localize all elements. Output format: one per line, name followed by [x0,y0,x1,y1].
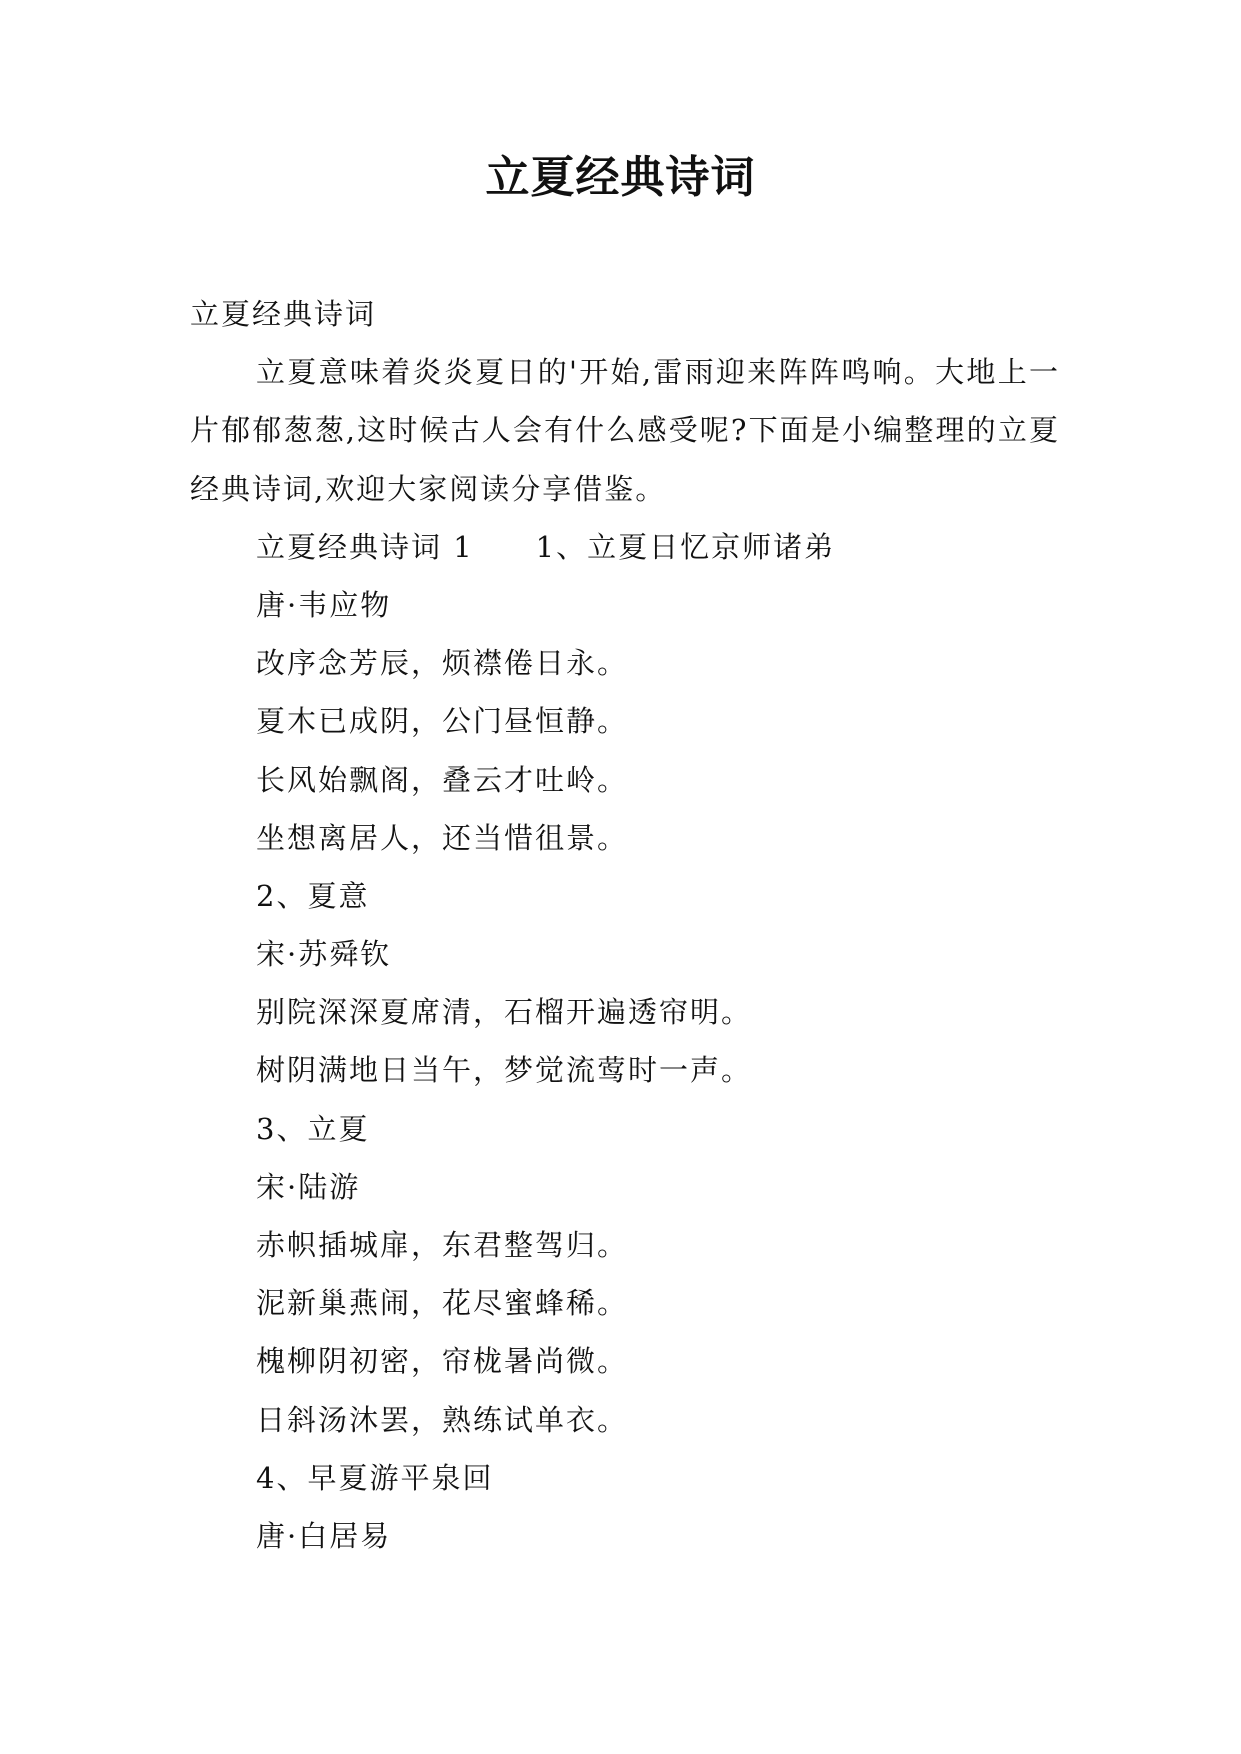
poem-line: 改序念芳辰，烦襟倦日永。 [256,646,629,681]
poem-line: 坐想离居人，还当惜徂景。 [256,820,629,855]
document-title: 立夏经典诗词 [485,152,756,203]
section-heading: 立夏经典诗词 1 [256,529,474,564]
poem-line: 夏木已成阴，公门昼恒静。 [256,704,629,739]
poem-line: 日斜汤沐罢，熟练试单衣。 [256,1402,629,1437]
poem-line: 别院深深夏席清，石榴开遍透帘明。 [256,995,753,1030]
poem-line: 树阴满地日当午，梦觉流莺时一声。 [256,1053,753,1088]
poem-title: 2、夏意 [256,878,370,913]
intro-paragraph: 立夏意味着炎炎夏日的'开始,雷雨迎来阵阵鸣响。大地上一片郁郁葱葱,这时候古人会有什么感受呢?下面是小编整理的立夏经典诗词,欢迎大家阅读分享借鉴。 [190,355,1060,506]
poem-line: 泥新巢燕闹，花尽蜜蜂稀。 [256,1286,629,1321]
document-body [190,285,1060,1565]
document-subtitle: 立夏经典诗词 [190,297,377,331]
poem-line: 长风始飘阁，叠云才吐岭。 [256,762,629,797]
poem-author: 宋·陆游 [256,1169,361,1204]
section-heading-row [190,518,1060,576]
poem-author: 宋·苏舜钦 [256,937,392,972]
poem-line: 槐柳阴初密，帘栊暑尚微。 [256,1344,629,1379]
poem-title: 4、早夏游平泉回 [256,1460,494,1495]
poem-author: 唐·白居易 [256,1518,392,1553]
poem-title: 1、立夏日忆京师诸弟 [535,529,836,564]
poem-title: 3、立夏 [256,1111,370,1146]
poem-author: 唐·韦应物 [256,587,392,622]
poem-line: 赤帜插城扉，东君整驾归。 [256,1228,629,1263]
